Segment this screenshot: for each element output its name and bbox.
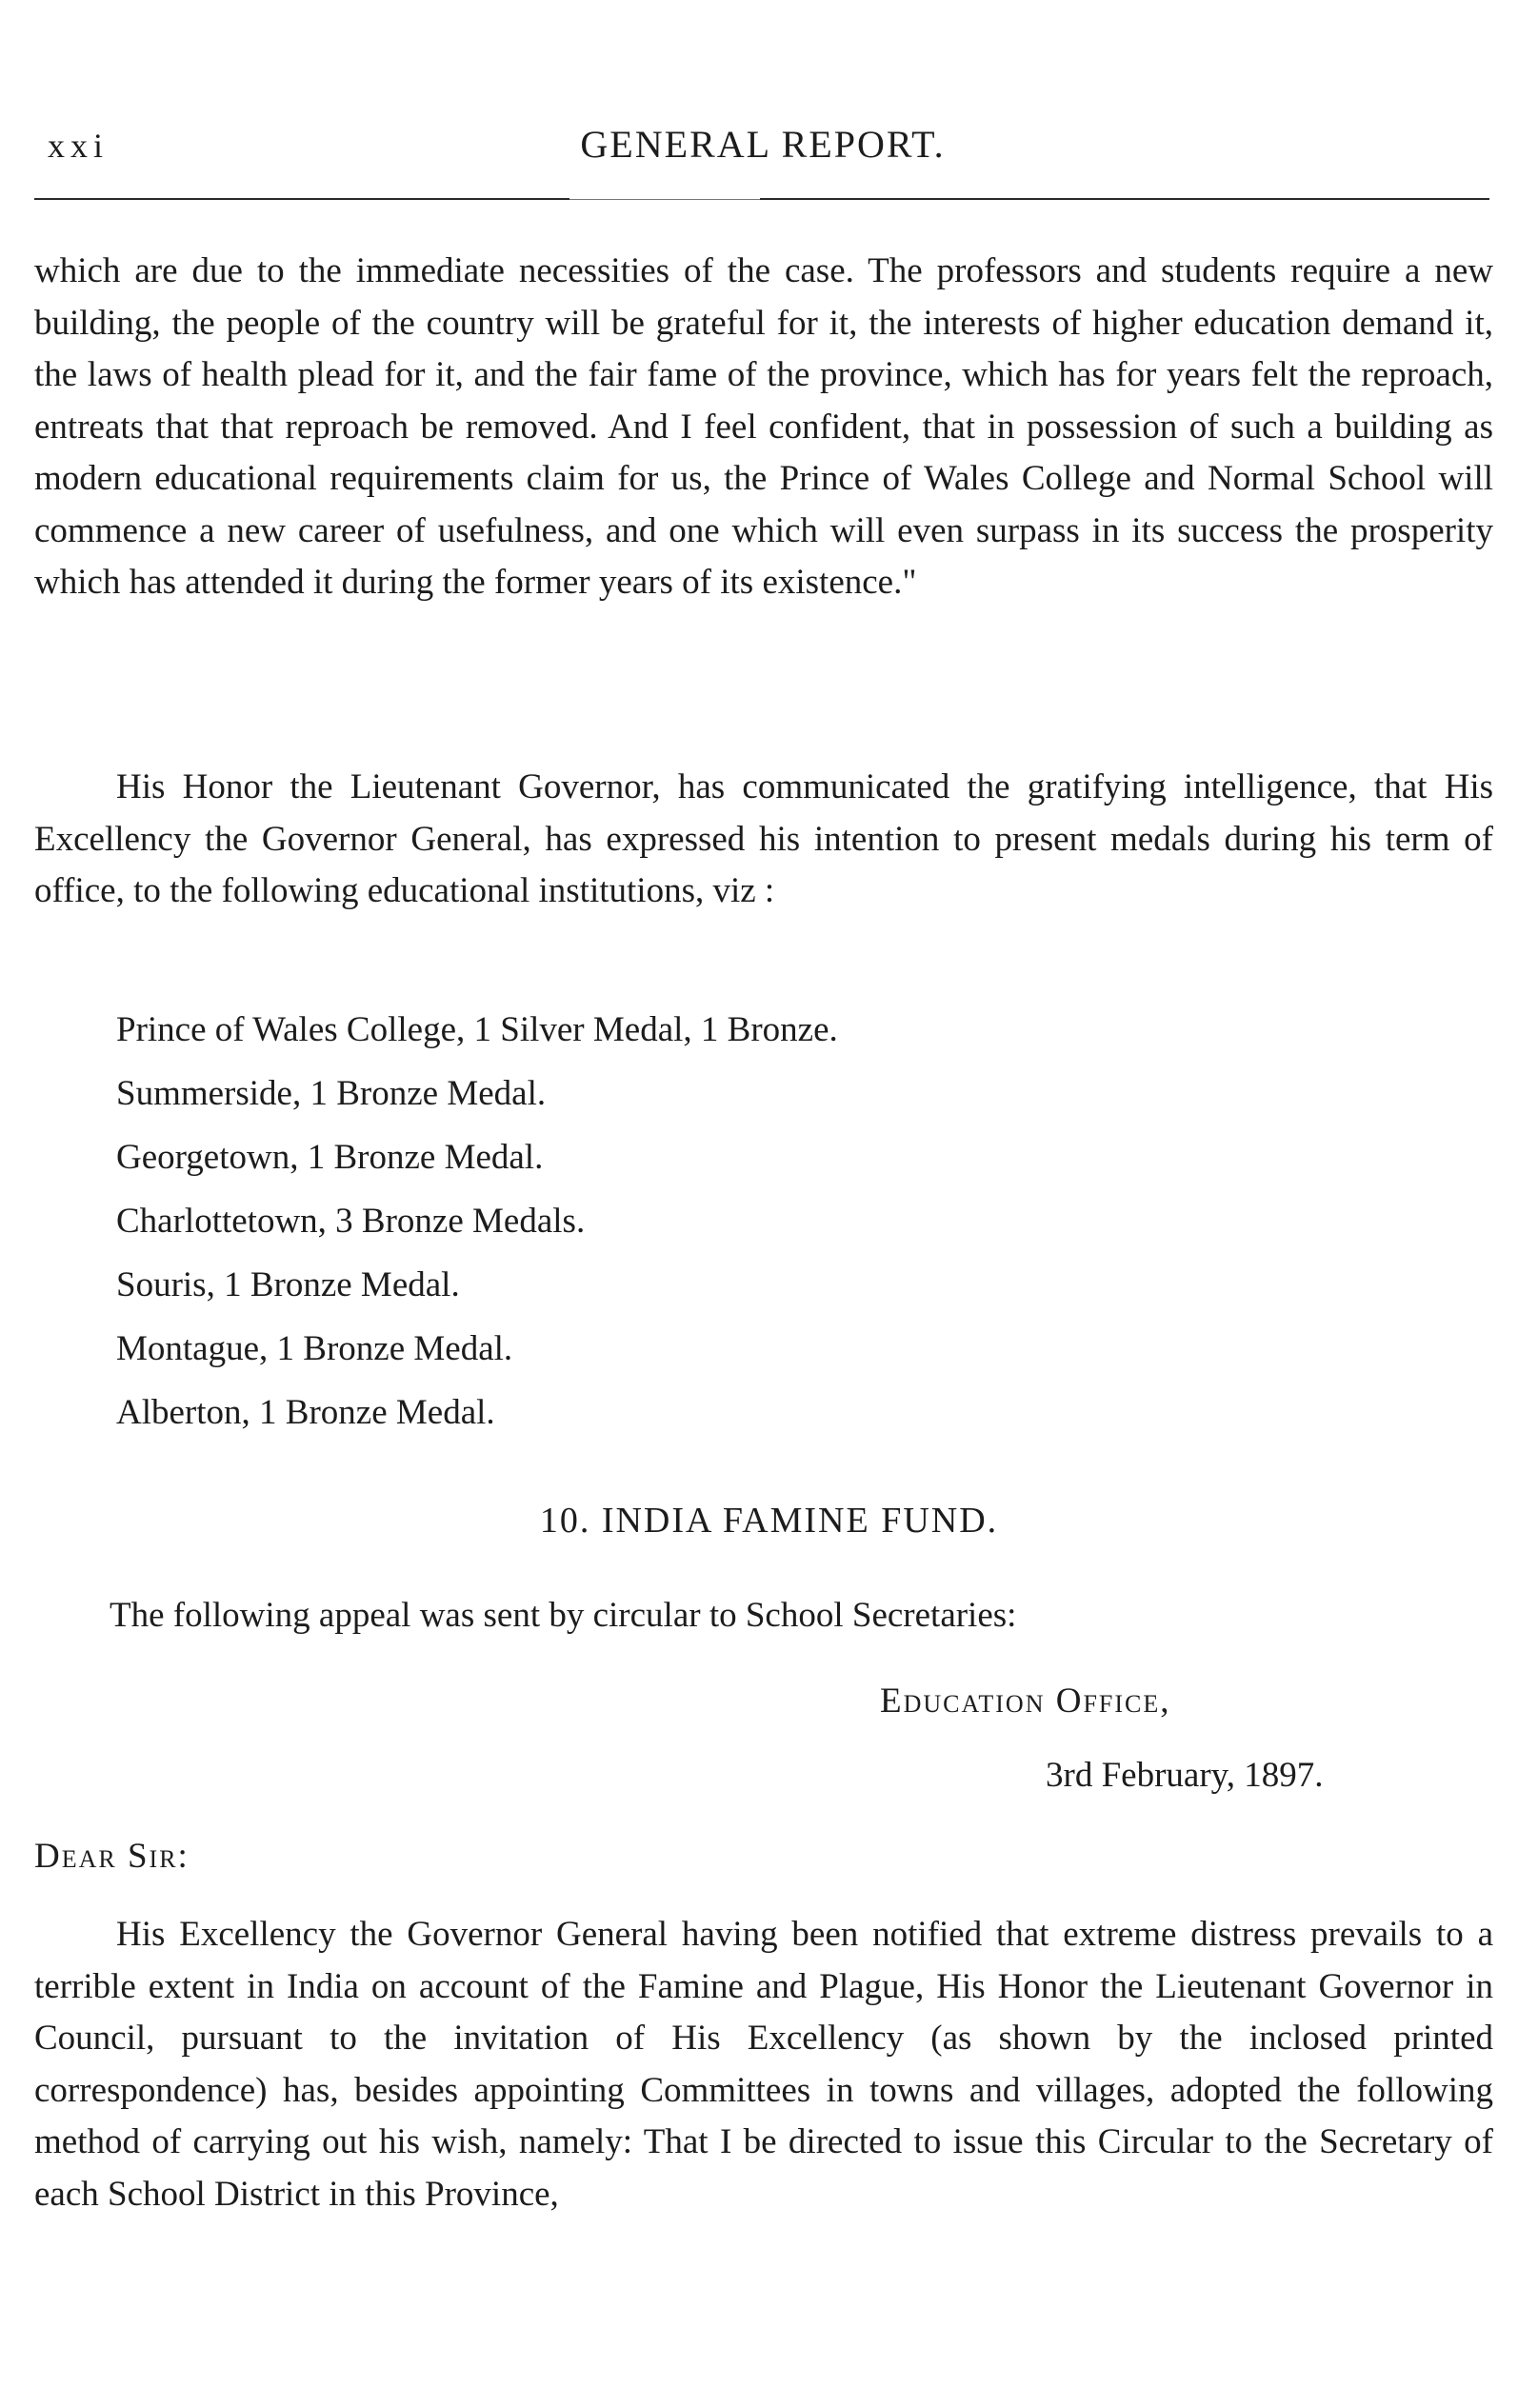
letter-salutation: Dear Sir: — [34, 1837, 190, 1876]
running-title: GENERAL REPORT. — [580, 123, 946, 166]
list-item: Summerside, 1 Bronze Medal. — [116, 1074, 547, 1113]
letter-date: 3rd February, 1897. — [1046, 1756, 1324, 1795]
page-header — [34, 122, 1491, 179]
header-rule-center — [569, 199, 760, 200]
list-item: Prince of Wales College, 1 Silver Medal, 1 Bronze. — [116, 1010, 838, 1049]
page-number: xxi — [48, 127, 110, 165]
letter-office: Education Office, — [880, 1682, 1171, 1721]
list-item: Georgetown, 1 Bronze Medal. — [116, 1138, 544, 1177]
medals-intro-paragraph: His Honor the Lieutenant Governor, has communicated the gratifying intelligence, that His Excellency the Governor General, has expressed his intention to present medals during his term of office, to the following educational institutions, viz : — [34, 767, 1493, 910]
appeal-intro: The following appeal was sent by circular to School Secretaries: — [110, 1596, 1017, 1635]
section-heading: 10. INDIA FAMINE FUND. — [539, 1501, 999, 1541]
medal-list — [116, 1005, 838, 1451]
header-rule — [34, 198, 1489, 200]
continuation-paragraph: which are due to the immediate necessities of the case. The professors and students require a new building, the people of the country will be grateful for it, the interests of higher education demand it, the laws of health plead for it, and the fair fame of the province, which has for years felt the reproach, entreats that that reproach be removed. And I feel confident, that in possession of such a building as modern educational requirements claim for us, the Prince of Wales College and Normal School will commence a new career of usefulness, and one which will even surpass in its success the prosperity which has attended it during the former years of its existence." — [34, 251, 1493, 602]
list-item: Alberton, 1 Bronze Medal. — [116, 1393, 495, 1432]
list-item: Charlottetown, 3 Bronze Medals. — [116, 1202, 586, 1241]
list-item: Souris, 1 Bronze Medal. — [116, 1265, 460, 1304]
letter-body: His Excellency the Governor General having been notified that extreme distress prevails to a terrible extent in India on account of the Famine and Plague, His Honor the Lieutenant Governor in Council, pursuant to the invitation of His Excellency (as shown by the inclosed printed correspondence) has, besides appointing Committees in towns and villages, adopted the following method of carrying out his wish, namely: That I be directed to issue this Circular to the Secretary of each School District in this Province, — [34, 1915, 1493, 2214]
list-item: Montague, 1 Bronze Medal. — [116, 1329, 513, 1368]
